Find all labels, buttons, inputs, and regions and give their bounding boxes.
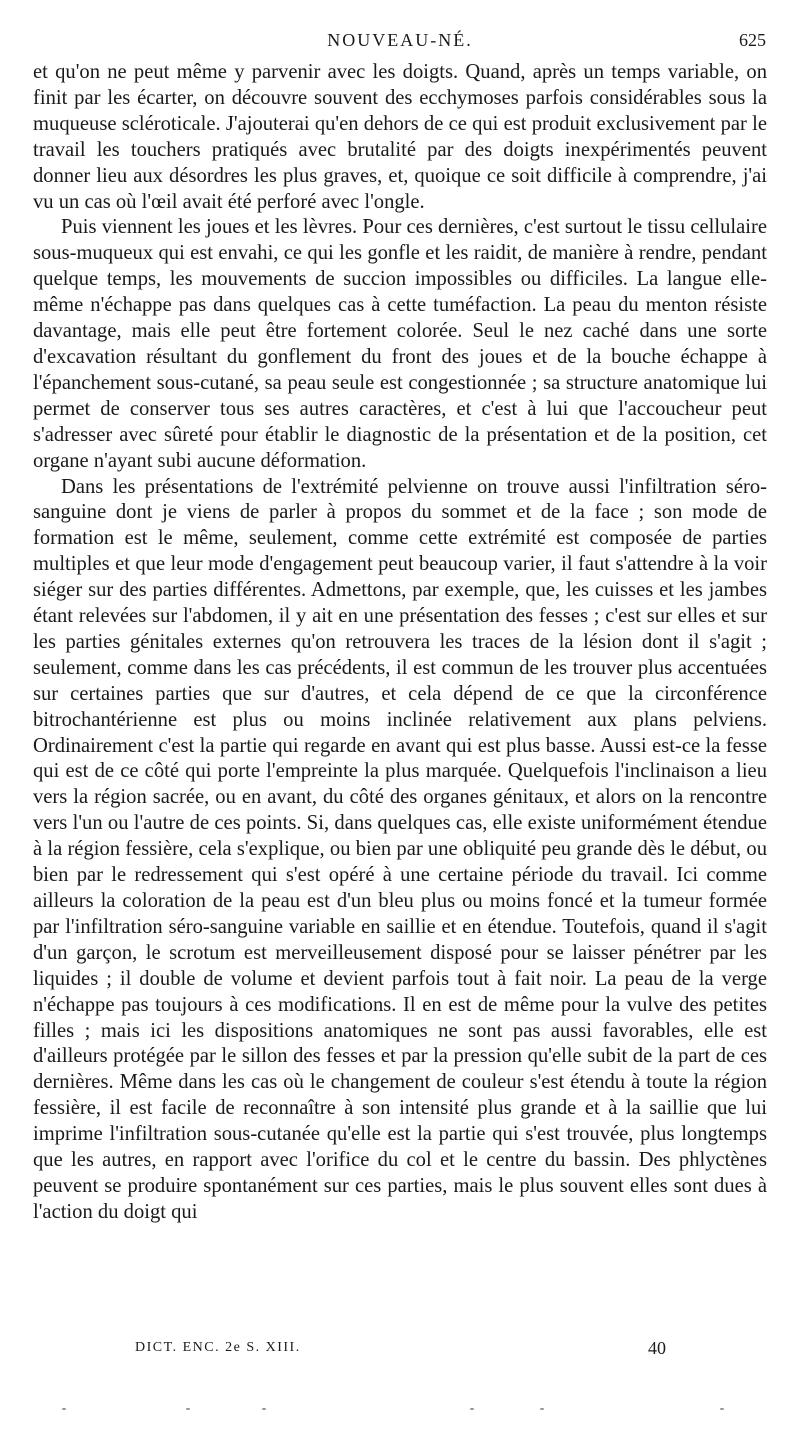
running-head: NOUVEAU-NÉ. [327,30,473,50]
page-footer [0,1340,800,1370]
paper-speck [470,1408,474,1410]
paragraph-extremite-pelvienne: Dans les présentations de l'extrémité pelvienne on trouve aussi l'infiltration séro-sanguine dont je viens de parler à propos du sommet et de la face ; son mode de formation est le même, seulement, comme cette extrémité est composée de parties multiples et que leur mode d'engagement peut beaucoup varier, il faut s'attendre à la voir siéger sur des parties différentes. Admettons, par exemple, que, les cuisses et les jambes étant relevées sur l'abdomen, il y ait en une présentation des fesses ; c'est sur elles et sur les parties génitales externes qu'on retrouvera les traces de la lésion dont il s'agit ; seulement, comme dans les cas précédents, il est commun de les trouver plus accentuées sur certaines parties que sur d'autres, et cela dépend de ce que la circonférence bitrochantérienne est plus ou moins inclinée relativement aux plans pelviens. Ordinairement c'est la partie qui regarde en avant qui est plus basse. Aussi est-ce la fesse qui est de ce côté qui porte l'empreinte la plus marquée. Quelquefois l'inclinaison a lieu vers la région sacrée, ou en avant, du côté des organes génitaux, et alors on la rencontre vers l'un ou l'autre de ces points. Si, dans quelques cas, elle existe uniformément étendue à la région fessière, cela s'explique, ou bien par une obliquité peu grande dès le début, ou bien par le redressement qui s'est opéré à une certaine période du travail. Ici comme ailleurs la coloration de la peau est d'un bleu plus ou moins foncé et la tumeur formée par l'infiltration séro-sanguine variable en saillie et en étendue. Toutefois, quand il s'agit d'un garçon, le scrotum est merveilleusement disposé pour se laisser pénétrer par les liquides ; il double de volume et devient parfois tout à fait noir. La peau de la verge n'échappe pas toujours à ces modifications. Il en est de même pour la vulve des petites filles ; mais ici les dispositions anatomiques ne sont pas aussi favorables, elle est d'ailleurs protégée par le sillon des fesses et par la pression qu'elle subit de la part de ces dernières. Même dans les cas où le changement de couleur s'est étendu à toute la région fessière, il est facile de reconnaître à son intensité plus grande et à la saillie que lui imprime l'infiltration sous-cutanée qu'elle est la partie qui s'est trouvée, plus longtemps que les autres, en rapport avec l'orifice du col et le centre du bassin. Des phlyctènes peuvent se produire spontanément sur ces parties, mais le plus souvent elles sont dues à l'action du doigt qui [33,475,767,1223]
paragraph-joues-levres: Puis viennent les joues et les lèvres. Pour ces dernières, c'est surtout le tissu cellulaire sous-muqueux qui est envahi, ce qui les gonfle et les raidit, de manière à rendre, pendant quelque temps, les mouvements de succion impossibles ou difficiles. La langue elle-même n'échappe pas dans quelques cas à cette tuméfaction. La peau du menton résiste davantage, mais elle peut être fortement colorée. Seul le nez caché dans une sorte d'excavation résultant du gonflement du front des joues et de la bouche échappe à l'épanchement sous-cutané, sa peau seule est congestionnée ; sa structure anatomique lui permet de conserver tous ses autres caractères, et c'est à lui que l'accoucheur peut s'adresser avec sûreté pour établir le diagnostic de la présentation et de la position, cet organe n'ayant subi aucune déformation. [33,216,767,472]
paper-speck [720,1408,724,1410]
paper-speck [186,1408,190,1410]
body-text [33,60,767,1226]
paragraph-continued: et qu'on ne peut même y parvenir avec les doigts. Quand, après un temps variable, on finit par les écarter, on découvre souvent des ecchymoses parfois considérables sous la muqueuse scléroticale. J'ajouterai qu'en dehors de ce qui est produit exclusivement par le travail les touchers pratiqués avec brutalité par des doigts inexpérimentés peuvent donner lieu aux désordres les plus graves, et, quoique ce soit difficile à comprendre, j'ai vu un cas où l'œil avait été perforé avec l'ongle. [33,61,767,213]
gathering-number: 40 [648,1338,666,1358]
paper-speck [62,1408,66,1410]
printer-signature: DICT. ENC. 2e S. XIII. [135,1340,301,1355]
page-header [32,30,768,54]
paper-speck [540,1408,544,1410]
paper-speck [262,1408,266,1410]
page-number: 625 [739,30,766,50]
paper-specks [0,1408,800,1418]
